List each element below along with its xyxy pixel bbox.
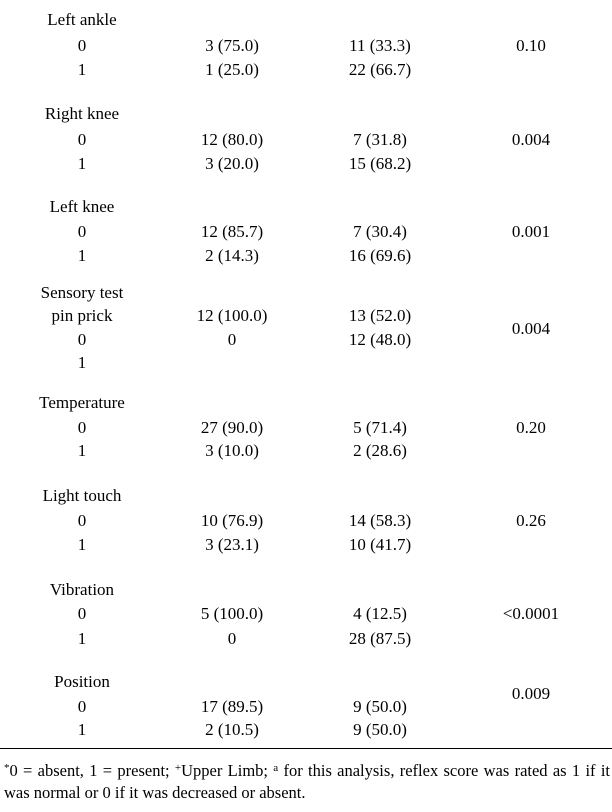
group1-cell: 2 (14.3) (205, 246, 259, 265)
footnote-text: for this analysis, reflex score was rated as 1 if it was normal or 0 if it was decreased or absent. (4, 761, 610, 802)
group1-cell: 1 (25.0) (205, 60, 259, 79)
group1-cell: 27 (90.0) (200, 418, 264, 437)
section-label: Right knee (44, 104, 120, 123)
group2-cell: 11 (33.3) (349, 36, 411, 55)
footnote-mark: a (273, 762, 279, 774)
p-value: 0.10 (516, 36, 546, 55)
level-label: 0 (77, 511, 87, 530)
group1-cell: 10 (76.9) (200, 511, 264, 530)
footnote-mark: + (174, 762, 182, 774)
group2-cell: 10 (41.7) (348, 535, 412, 554)
table-footnote (4, 760, 610, 804)
level-label: 1 (77, 535, 87, 554)
group1-cell: 2 (10.5) (205, 720, 259, 739)
level-label: 1 (77, 720, 87, 739)
level-label: 0 (77, 36, 87, 55)
section-label: Vibration (49, 580, 115, 599)
section-label: Light touch (42, 486, 122, 505)
level-label: 1 (77, 246, 87, 265)
group2-cell: 9 (50.0) (353, 720, 407, 739)
footnote-text: 0 = absent, 1 = present; (9, 761, 175, 780)
p-value: <0.0001 (502, 604, 560, 623)
p-value: 0.26 (516, 511, 546, 530)
section-label: Left knee (49, 197, 115, 216)
group1-cell: 12 (85.7) (200, 222, 264, 241)
group2-cell: 2 (28.6) (353, 441, 407, 460)
group2-cell: 9 (50.0) (353, 697, 407, 716)
group2-cell: 7 (31.8) (353, 130, 407, 149)
table-bottom-rule (0, 748, 612, 749)
level-label: 0 (77, 697, 87, 716)
section-label: Position (54, 672, 110, 691)
section-label: Temperature (39, 393, 125, 412)
p-value: 0.20 (516, 418, 546, 437)
group2-cell: 5 (71.4) (353, 418, 407, 437)
group1-cell: 5 (100.0) (200, 604, 264, 623)
group2-cell: 14 (58.3) (348, 511, 412, 530)
group1-cell: 12 (100.0) (196, 306, 268, 325)
section-sublabel: pin prick (51, 306, 113, 325)
p-value: 0.004 (511, 319, 551, 338)
section-label: Sensory test (40, 283, 124, 302)
level-label: 1 (77, 353, 87, 372)
group2-cell: 22 (66.7) (348, 60, 412, 79)
level-label: 0 (77, 222, 87, 241)
p-value: 0.004 (511, 130, 551, 149)
level-label: 0 (77, 130, 87, 149)
level-label: 0 (77, 418, 87, 437)
group1-cell: 3 (75.0) (205, 36, 259, 55)
group2-cell: 15 (68.2) (348, 154, 412, 173)
group1-cell: 0 (227, 330, 237, 349)
group2-cell: 7 (30.4) (353, 222, 407, 241)
group2-cell: 28 (87.5) (348, 629, 412, 648)
level-label: 1 (77, 441, 87, 460)
group1-cell: 3 (23.1) (205, 535, 259, 554)
p-value: 0.009 (511, 684, 551, 703)
group2-cell: 16 (69.6) (348, 246, 412, 265)
group1-cell: 17 (89.5) (200, 697, 264, 716)
level-label: 1 (77, 629, 87, 648)
p-value: 0.001 (511, 222, 551, 241)
group1-cell: 3 (20.0) (205, 154, 259, 173)
group2-cell: 12 (48.0) (348, 330, 412, 349)
footnote-mark: * (4, 762, 10, 774)
group1-cell: 3 (10.0) (205, 441, 259, 460)
level-label: 1 (77, 154, 87, 173)
level-label: 0 (77, 604, 87, 623)
footnote-text: Upper Limb; (181, 761, 274, 780)
level-label: 0 (77, 330, 87, 349)
level-label: 1 (77, 60, 87, 79)
group2-cell: 13 (52.0) (348, 306, 412, 325)
group1-cell: 12 (80.0) (200, 130, 264, 149)
group2-cell: 4 (12.5) (353, 604, 407, 623)
section-label: Left ankle (47, 10, 117, 29)
group1-cell: 0 (227, 629, 237, 648)
